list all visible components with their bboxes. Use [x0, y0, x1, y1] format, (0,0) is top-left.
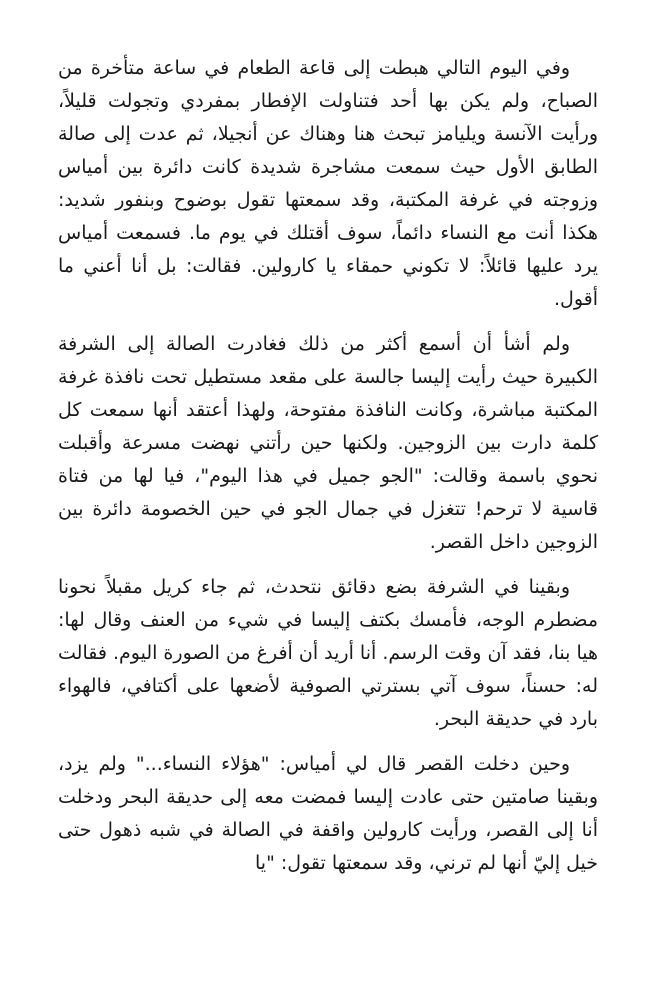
- book-page: [58, 52, 598, 880]
- paragraph-4: وحين دخلت القصر قال لي أمياس: "هؤلاء النساء..." ولم يزد، وبقينا صامتين حتى عادت إليسا فمضت معه إلى حديقة البحر ودخلت أنا إلى القصر، ورأيت كارولين واقفة في الصالة في شبه ذهول حتى خيل إليّ أنها لم ترني، وقد سمعتها تقول: "يا: [58, 753, 598, 874]
- paragraph-2: ولم أشأ أن أسمع أكثر من ذلك فغادرت الصالة إلى الشرفة الكبيرة حيث رأيت إليسا جالسة على مقعد مستطيل تحت نافذة غرفة المكتبة مباشرة، وكانت النافذة مفتوحة، ولهذا أعتقد أنها سمعت كل كلمة دارت بين الزوجين. ولكنها حين رأتني نهضت مسرعة وأقبلت نحوي باسمة وقالت: "الجو جميل في هذا اليوم"، فيا لها من فتاة قاسية لا ترحم! تتغزل في جمال الجو في حين الخصومة دائرة بين الزوجين داخل القصر.: [58, 333, 598, 553]
- paragraph-1: وفي اليوم التالي هبطت إلى قاعة الطعام في ساعة متأخرة من الصباح، ولم يكن بها أحد فتناولت الإفطار بمفردي وتجولت قليلاً، ورأيت الآنسة ويليامز تبحث هنا وهناك عن أنجيلا، ثم عدت إلى صالة الطابق الأول حيث سمعت مشاجرة شديدة كانت دائرة بين أمياس وزوجته في غرفة المكتبة، وقد سمعتها تقول بوضوح وبنفور شديد: هكذا أنت مع النساء دائماً، سوف أقتلك في يوم ما. فسمعت أمياس يرد عليها قائلاً: لا تكوني حمقاء يا كارولين. فقالت: بل أنا أعني ما أقول.: [58, 57, 598, 310]
- paragraph-3: وبقينا في الشرفة بضع دقائق نتحدث، ثم جاء كريل مقبلاً نحونا مضطرم الوجه، فأمسك بكتف إليسا في شيء من العنف وقال لها: هيا بنا، فقد آن وقت الرسم. أنا أريد أن أفرغ من الصورة اليوم. فقالت له: حسناً، سوف آتي بسترتي الصوفية لأضعها على أكتافي، فالهواء بارد في حديقة البحر.: [58, 576, 598, 730]
